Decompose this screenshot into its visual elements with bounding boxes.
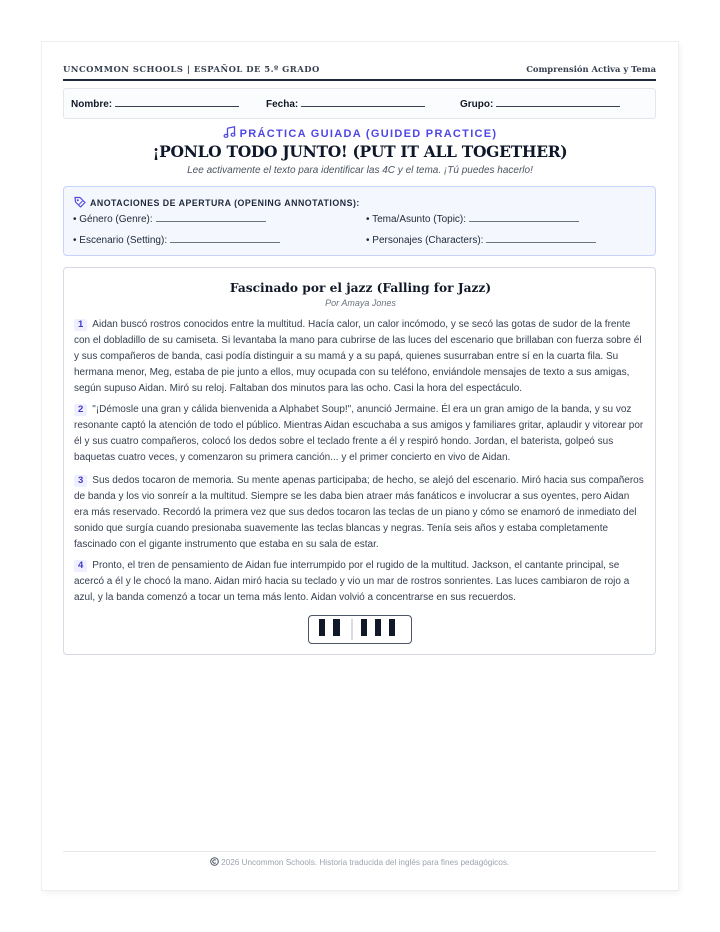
story-paragraph bbox=[74, 473, 646, 553]
paragraph-number: 2 bbox=[74, 404, 87, 416]
story-paragraph bbox=[74, 558, 646, 606]
genre-blank[interactable] bbox=[156, 213, 266, 222]
characters-field[interactable] bbox=[366, 234, 596, 246]
setting-label: • Escenario (Setting): bbox=[73, 235, 168, 246]
name-blank[interactable] bbox=[115, 98, 239, 107]
date-label: Fecha: bbox=[266, 99, 299, 110]
paragraph-text: Aidan buscó rostros conocidos entre la multitud. Hacía calor, un calor incómodo, y se secó las gotas de sudor de la frente con el dobladillo de su camiseta. Si levantaba la mano para cubrirse de las luces del escenario que brillaban con fuerza sobre él y sus compañeros de banda, casi podía distinguir a su mamá y a su papá, quienes susurraban entre sí en la cuarta fila. Su hermana menor, Meg, estaba de pie junto a ellos, muy ocupada con su teléfono, enviándole mensajes de texto a sus amigas, según supuso Aidan. Miró su reloj. Faltaban dos minutos para las ocho. Casi la hora del espectáculo. bbox=[74, 319, 642, 394]
story-paragraph bbox=[74, 402, 646, 466]
paragraph-text: Sus dedos tocaron de memoria. Su mente apenas participaba; de hecho, se alejó del escenario. Miró hacia sus compañeros de banda y los vio sonreír a la multitud. Siempre se les daba bien atraer más fanáticos e involucrar a sus oyentes, pero Aidan era más reservado. Recordó la primera vez que sus dedos tocaron las teclas de un piano y cómo se enamoró de inmediato del sonido que surgía cuando presionaba suavemente las teclas blancas y negras. Tenía seis años y estaba completamente fascinado con el gigante instrumento que estaba en su sala de estar. bbox=[74, 475, 644, 550]
date-field[interactable] bbox=[266, 98, 425, 110]
unit-label: Comprensión Activa y Tema bbox=[526, 64, 656, 74]
genre-field[interactable] bbox=[73, 213, 266, 225]
setting-blank[interactable] bbox=[170, 234, 280, 243]
characters-blank[interactable] bbox=[486, 234, 596, 243]
page-header bbox=[63, 62, 656, 81]
story-box bbox=[63, 267, 656, 655]
worksheet-page bbox=[42, 42, 678, 890]
paragraph-number: 3 bbox=[74, 475, 87, 487]
name-label: Nombre: bbox=[71, 99, 113, 110]
piano-keys-icon bbox=[308, 615, 412, 644]
setting-field[interactable] bbox=[73, 234, 280, 246]
topic-label: • Tema/Asunto (Topic): bbox=[366, 214, 467, 225]
group-label: Grupo: bbox=[460, 99, 494, 110]
story-author: Por Amaya Jones bbox=[325, 298, 396, 308]
opening-annotations-box bbox=[63, 186, 656, 256]
name-field[interactable] bbox=[71, 98, 239, 110]
page-footer bbox=[63, 851, 656, 873]
copyright-icon bbox=[210, 858, 221, 867]
school-label: UNCOMMON SCHOOLS | ESPAÑOL DE 5.º GRADO bbox=[63, 64, 320, 74]
paragraph-number: 1 bbox=[74, 319, 87, 331]
characters-label: • Personajes (Characters): bbox=[366, 235, 484, 246]
annotations-heading bbox=[74, 196, 360, 210]
paragraph-number: 4 bbox=[74, 560, 87, 572]
footer-text: 2026 Uncommon Schools. Historia traducida del inglés para fines pedagógicos. bbox=[221, 858, 510, 867]
eyebrow-text: PRÁCTICA GUIADA (GUIDED PRACTICE) bbox=[239, 127, 498, 140]
section-eyebrow bbox=[42, 126, 678, 141]
page-subtitle: Lee activamente el texto para identificar las 4C y el tema. ¡Tú puedes hacerlo! bbox=[187, 165, 533, 176]
page-title: ¡PONLO TODO JUNTO! (PUT IT ALL TOGETHER) bbox=[152, 142, 568, 161]
genre-label: • Género (Genre): bbox=[73, 214, 153, 225]
annotations-heading-text: ANOTACIONES DE APERTURA (OPENING ANNOTATIONS): bbox=[90, 198, 360, 208]
topic-field[interactable] bbox=[366, 213, 579, 225]
tag-icon bbox=[74, 196, 86, 210]
group-field[interactable] bbox=[460, 98, 620, 110]
story-paragraph bbox=[74, 317, 646, 397]
paragraph-text: "¡Démosle una gran y cálida bienvenida a Alphabet Soup!", anunció Jermaine. Él era un gran amigo de la banda, y su voz resonante captó la atención de todo el público. Mientras Aidan escuchaba a sus amigos y familiares gritar, aplaudir y vitorear por él y sus cuatro compañeros, colocó los dedos sobre el teclado frente a él y respiró hondo. Jordan, el baterista, golpeó sus baquetas cuatro veces, y comenzaron su primera canción... y el primer concierto en vivo de Aidan. bbox=[74, 404, 644, 463]
group-blank[interactable] bbox=[496, 98, 620, 107]
topic-blank[interactable] bbox=[469, 213, 579, 222]
date-blank[interactable] bbox=[301, 98, 425, 107]
paragraph-text: Pronto, el tren de pensamiento de Aidan fue interrumpido por el rugido de la multitud. Jackson, el cantante principal, se acercó a él y le chocó la mano. Aidan miró hacia su teclado y vio un mar de rostros sonrientes. Las luces cambiaron de rojo a azul, y la banda comenzó a tocar un tema más lento. Aidan volvió a concentrarse en sus recuerdos. bbox=[74, 560, 630, 603]
story-title: Fascinado por el jazz (Falling for Jazz) bbox=[229, 281, 492, 295]
music-note-icon bbox=[223, 126, 236, 141]
student-info-box bbox=[63, 88, 656, 119]
